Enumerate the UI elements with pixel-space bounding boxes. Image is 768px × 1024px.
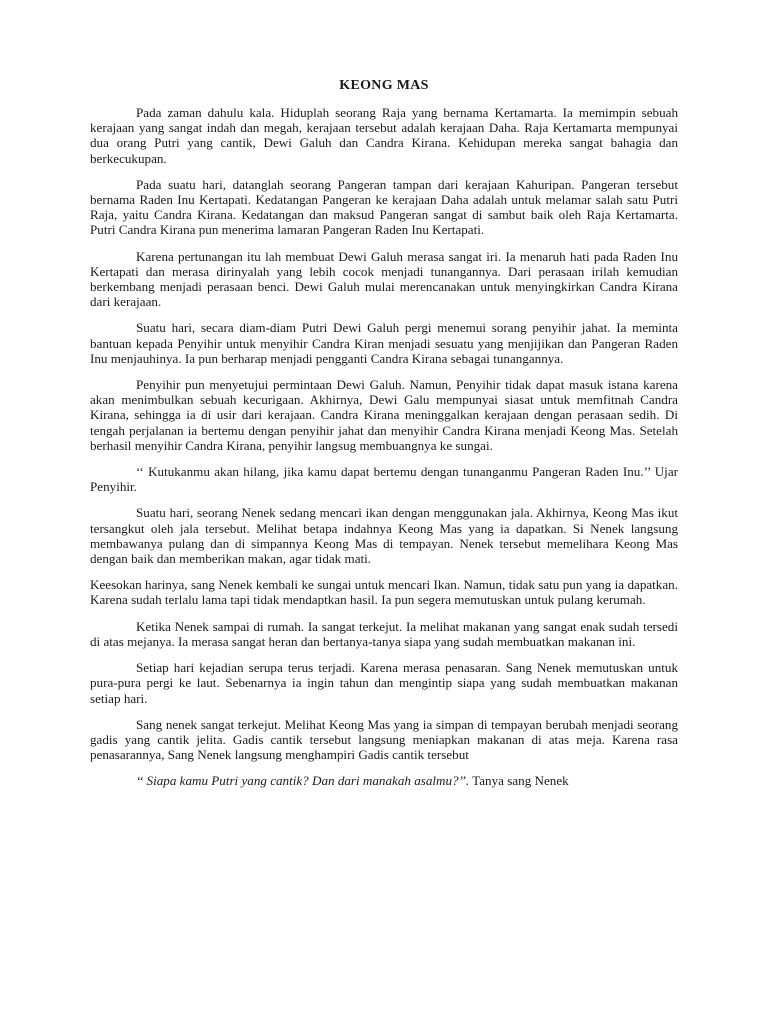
paragraph-11: Sang nenek sangat terkejut. Melihat Keong Mas yang ia simpan di tempayan berubah menjadi seorang gadis yang cantik jelita. Gadis cantik tersebut langsung meniapkan makanan di atas meja. Karena rasa penasarannya, Sang Nenek langsung menghampiri Gadis cantik tersebut <box>90 716 678 763</box>
paragraph-4: Suatu hari, secara diam-diam Putri Dewi Galuh pergi menemui sorang penyihir jahat. Ia meminta bantuan kepada Penyihir untuk menyihir Candra Kiran menjadi sesuatu yang menjijikan dan Pangeran Raden Inu menjauhinya. Ia pun berharap menjadi pengganti Candra Kirana sebagai tunangannya. <box>90 320 678 366</box>
paragraph-7: Suatu hari, seorang Nenek sedang mencari ikan dengan menggunakan jala. Akhirnya, Keong Mas ikut tersangkut oleh jala tersebut. Melihat betapa indahnya Keong Mas yang ia dapatkan. Si Nenek langsung membawanya pulang dan di simpannya Keong Mas di tempayan. Nenek tersebut memelihara Keong Mas dengan baik dan memberikan makan, agar tidak mati. <box>90 505 678 567</box>
paragraph-1: Pada zaman dahulu kala. Hiduplah seorang Raja yang bernama Kertamarta. Ia memimpin sebuah kerajaan yang sangat indah dan megah, kerajaan tersebut adalah kerajaan Daha. Raja Kertamarta mempunyai dua orang Putri yang cantik, Dewi Galuh dan Candra Kirana. Kehidupan mereka sangat bahagia dan berkecukupan. <box>90 105 678 166</box>
document-body <box>90 105 678 789</box>
document-title: KEONG MAS <box>339 78 429 93</box>
paragraph-3: Karena pertunangan itu lah membuat Dewi Galuh merasa sangat iri. Ia menaruh hati pada Raden Inu Kertapati dan merasa dirinyalah yang lebih cocok menjadi tunangannya. Dari perasaan irilah kemudian berkembang menjadi perasaan benci. Dewi Galuh mulai merencanakan untuk menyingkirkan Candra Kirana dari kerajaan. <box>90 248 678 310</box>
paragraph-10: Setiap hari kejadian serupa terus terjadi. Karena merasa penasaran. Sang Nenek memutuskan untuk pura-pura pergi ke laut. Sebenarnya ia ingin tahun dan mengintip siapa yang sudah membuatkan makanan setiap hari. <box>90 660 678 706</box>
paragraph-2: Pada suatu hari, datanglah seorang Pangeran tampan dari kerajaan Kahuripan. Pangeran tersebut bernama Raden Inu Kertapati. Kedatangan Pangeran ke kerajaan Daha adalah untuk melamar salah satu Putri Raja, yaitu Candra Kirana. Kedatangan dan maksud Pangeran sangat di sambut baik oleh Raja Kertamarta. Putri Candra Kirana pun menerima lamaran Pangeran Raden Inu Kertapati. <box>90 176 678 238</box>
closing-dialogue-line <box>90 773 678 788</box>
paragraph-9: Ketika Nenek sampai di rumah. Ia sangat terkejut. Ia melihat makanan yang sangat enak sudah tersedi di atas mejanya. Ia merasa sangat heran dan bertanya-tanya siapa yang sudah membuatkan makanan ini. <box>90 618 678 649</box>
paragraph-6-curse-quote: ‘‘ Kutukanmu akan hilang, jika kamu dapat bertemu dengan tunanganmu Pangeran Raden Inu.’’ Ujar Penyihir. <box>90 464 678 495</box>
paragraph-8: Keesokan harinya, sang Nenek kembali ke sungai untuk mencari Ikan. Namun, tidak satu pun yang ia dapatkan. Karena sudah terlalu lama tapi tidak mendaptkan hasil. Ia pun segera memutuskan untuk pulang kerumah. <box>90 577 678 608</box>
dialogue-tag: Tanya sang Nenek <box>469 773 569 789</box>
nenek-question-quote: ‘‘ Siapa kamu Putri yang cantik? Dan dari manakah asalmu?’’. <box>136 773 470 789</box>
paragraph-5: Penyihir pun menyetujui permintaan Dewi Galuh. Namun, Penyihir tidak dapat masuk istana karena akan menimbulkan sebuah kecurigaan. Akhirnya, Dewi Galu mempunyai siasat untuk memfitnah Candra Kirana, sehingga ia di usir dari kerajaan. Candra Kirana meninggalkan kerajaan dengan perasaan sedih. Di tengah perjalanan ia bertemu dengan penyihir jahat dan menyihir Candra Kirana menjadi Keong Mas. Setelah berhasil menyihir Candra Kirana, penyihir langsug membuangnya ke sungai. <box>90 377 678 453</box>
